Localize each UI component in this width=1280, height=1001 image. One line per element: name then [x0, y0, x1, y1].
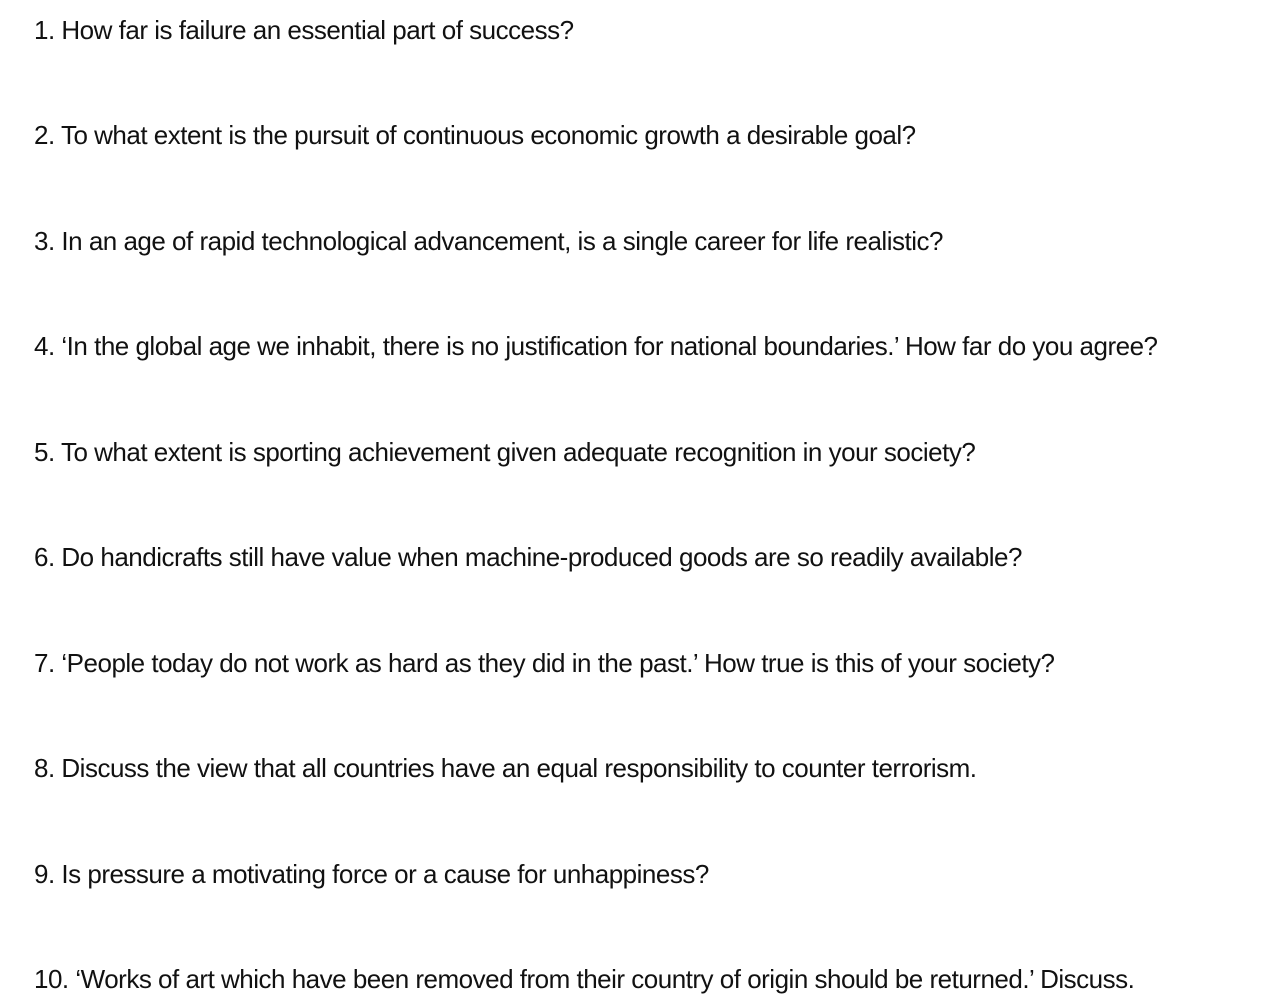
question-9: 9. Is pressure a motivating force or a cause for unhappiness?	[34, 859, 709, 889]
question-3: 3. In an age of rapid technological advancement, is a single career for life realistic?	[34, 226, 943, 256]
question-8: 8. Discuss the view that all countries have an equal responsibility to counter terrorism.	[34, 753, 977, 783]
question-6: 6. Do handicrafts still have value when machine-produced goods are so readily available?	[34, 542, 1022, 572]
question-1: 1. How far is failure an essential part of success?	[34, 15, 574, 45]
question-5: 5. To what extent is sporting achievement given adequate recognition in your society?	[34, 437, 976, 467]
question-4: 4. ‘In the global age we inhabit, there is no justification for national boundaries.’ How far do you agree?	[34, 331, 1158, 361]
question-7: 7. ‘People today do not work as hard as they did in the past.’ How true is this of your society?	[34, 648, 1055, 678]
question-10: 10. ‘Works of art which have been removed from their country of origin should be returned.’ Discuss.	[34, 964, 1135, 994]
question-2: 2. To what extent is the pursuit of continuous economic growth a desirable goal?	[34, 120, 916, 150]
